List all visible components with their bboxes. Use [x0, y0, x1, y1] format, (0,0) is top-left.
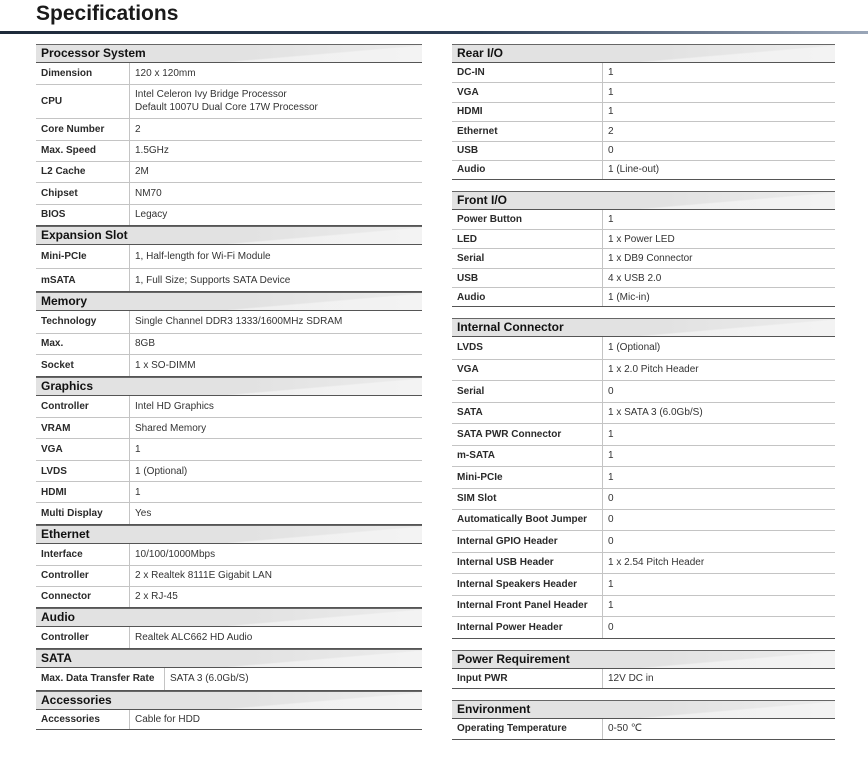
spec-key: VGA	[452, 82, 603, 102]
spec-key: L2 Cache	[36, 161, 130, 182]
spec-key: Internal GPIO Header	[452, 530, 603, 552]
spec-row	[36, 245, 422, 269]
spec-key: Max.	[36, 333, 130, 354]
spec-key: BIOS	[36, 204, 130, 225]
section-header	[36, 226, 422, 245]
spec-key: Audio	[452, 160, 603, 179]
spec-key: Automatically Boot Jumper	[452, 509, 603, 530]
section-title: Power Requirement	[457, 651, 570, 666]
spec-key: Mini-PCIe	[36, 245, 130, 269]
spec-row	[36, 182, 422, 204]
spec-key: Dimension	[36, 63, 130, 84]
spec-row	[452, 269, 835, 288]
section-title: Environment	[457, 702, 531, 716]
spec-key: LVDS	[36, 461, 130, 482]
spec-row	[452, 595, 835, 616]
spec-key: Serial	[452, 249, 603, 269]
spec-value	[603, 488, 836, 509]
spec-row	[452, 102, 835, 121]
spec-key: VRAM	[36, 418, 130, 439]
spec-key: Internal Power Header	[452, 616, 603, 638]
section-header	[36, 649, 422, 668]
spec-value-line: 1	[135, 444, 141, 455]
spec-value-line: 1 x DB9 Connector	[608, 253, 693, 264]
spec-value-line: 1 x Power LED	[608, 233, 675, 245]
spec-value	[603, 573, 836, 595]
spec-value	[603, 552, 836, 573]
spec-row	[36, 269, 422, 292]
spec-row	[36, 311, 422, 333]
spec-row	[36, 627, 422, 649]
spec-key: Serial	[452, 380, 603, 402]
spec-table	[36, 710, 422, 731]
spec-value-line: SATA 3 (6.0Gb/S)	[170, 673, 249, 685]
spec-value	[603, 402, 836, 423]
spec-section	[36, 691, 422, 731]
spec-table	[452, 63, 835, 180]
spec-key: Multi Display	[36, 503, 130, 525]
spec-table	[36, 627, 422, 650]
spec-key: Internal USB Header	[452, 552, 603, 573]
spec-value	[130, 311, 423, 333]
spec-row	[452, 337, 835, 359]
spec-value	[130, 418, 423, 439]
spec-key: DC-IN	[452, 63, 603, 82]
section-header	[36, 691, 422, 710]
spec-row	[452, 669, 835, 689]
spec-key: Connector	[36, 586, 130, 607]
spec-value	[603, 359, 836, 380]
spec-row	[452, 573, 835, 595]
spec-section	[36, 292, 422, 377]
spec-value	[603, 63, 836, 82]
spec-value	[603, 669, 836, 689]
spec-value-line: 10/100/1000Mbps	[135, 548, 216, 560]
section-title: Accessories	[41, 692, 112, 707]
spec-value-line: 1	[608, 600, 614, 611]
spec-value-line: 1 x SATA 3 (6.0Gb/S)	[608, 407, 703, 418]
spec-row	[452, 466, 835, 488]
spec-row	[452, 82, 835, 102]
spec-value-line: Intel HD Graphics	[135, 400, 214, 412]
spec-row	[36, 544, 422, 565]
spec-value-line: 1	[608, 106, 614, 117]
spec-key: VGA	[36, 439, 130, 461]
spec-value-line: 1	[608, 428, 614, 440]
spec-row	[452, 445, 835, 466]
spec-key: mSATA	[36, 269, 130, 292]
spec-key: CPU	[36, 84, 130, 118]
spec-value-line: Intel Celeron Ivy Bridge Processor	[135, 89, 287, 100]
spec-value-line: Single Channel DDR3 1333/1600MHz SDRAM	[135, 316, 343, 328]
spec-row	[452, 719, 835, 739]
spec-value-line: Legacy	[135, 209, 168, 220]
spec-section	[36, 608, 422, 650]
spec-value-line: 0	[608, 514, 614, 525]
spec-key: SATA PWR Connector	[452, 423, 603, 445]
spec-key: HDMI	[36, 482, 130, 503]
spec-key: USB	[452, 269, 603, 288]
spec-row	[36, 503, 422, 525]
spec-value-line: Default 1007U Dual Core 17W Processor	[135, 102, 318, 113]
spec-value	[130, 482, 423, 503]
spec-row	[36, 84, 422, 118]
spec-row	[452, 423, 835, 445]
spec-row	[452, 210, 835, 230]
spec-key: Internal Front Panel Header	[452, 595, 603, 616]
spec-key: Audio	[452, 288, 603, 307]
spec-key: Max. Data Transfer Rate	[36, 668, 165, 690]
spec-table	[36, 245, 422, 293]
spec-value	[603, 509, 836, 530]
spec-value-line: 1	[608, 578, 614, 590]
section-title: Expansion Slot	[41, 227, 128, 242]
spec-value-line: 2M	[135, 166, 149, 177]
section-title: Internal Connector	[457, 320, 564, 334]
spec-value-line: 1, Full Size; Supports SATA Device	[135, 274, 291, 286]
spec-value-line: 1 x SO-DIMM	[135, 359, 196, 371]
spec-row	[36, 140, 422, 161]
spec-value	[130, 586, 423, 607]
section-header	[36, 292, 422, 311]
spec-value	[130, 333, 423, 354]
spec-value	[130, 118, 423, 140]
spec-value	[130, 182, 423, 204]
section-header	[36, 44, 422, 63]
spec-table	[36, 396, 422, 526]
spec-row	[36, 418, 422, 439]
spec-value-line: 1.5GHz	[135, 145, 169, 156]
section-header	[36, 608, 422, 627]
spec-section	[36, 525, 422, 608]
spec-value-line: 0	[608, 493, 614, 504]
spec-row	[36, 396, 422, 418]
spec-value	[603, 141, 836, 160]
section-title: Processor System	[41, 46, 146, 60]
spec-value-line: 1 (Mic-in)	[608, 291, 650, 303]
spec-value-line: 1	[608, 66, 614, 78]
spec-value	[603, 530, 836, 552]
spec-key: Controller	[36, 565, 130, 586]
spec-value	[603, 380, 836, 402]
spec-value-line: 0	[608, 621, 614, 633]
spec-value-line: Shared Memory	[135, 422, 207, 434]
spec-key: Power Button	[452, 210, 603, 230]
spec-key: Operating Temperature	[452, 719, 603, 739]
spec-value	[603, 82, 836, 102]
spec-value-line: 1 (Optional)	[135, 465, 188, 477]
spec-row	[452, 552, 835, 573]
section-title: SATA	[41, 651, 72, 665]
spec-section	[36, 649, 422, 691]
spec-key: Max. Speed	[36, 140, 130, 161]
spec-value-line: 1 x 2.0 Pitch Header	[608, 364, 699, 375]
spec-value-line: NM70	[135, 187, 162, 199]
spec-value	[603, 466, 836, 488]
spec-value-line: 2 x RJ-45	[135, 591, 178, 602]
spec-row	[452, 230, 835, 249]
spec-value-line: 1	[608, 86, 614, 98]
spec-key: LVDS	[452, 337, 603, 359]
spec-key: Controller	[36, 627, 130, 649]
spec-row	[452, 359, 835, 380]
spec-value	[130, 503, 423, 525]
spec-key: Chipset	[36, 182, 130, 204]
spec-value	[130, 269, 423, 292]
spec-value	[603, 288, 836, 307]
spec-key: LED	[452, 230, 603, 249]
spec-row	[36, 461, 422, 482]
spec-row	[452, 530, 835, 552]
spec-value	[130, 439, 423, 461]
spec-row	[36, 118, 422, 140]
spec-row	[452, 288, 835, 307]
spec-key: Controller	[36, 396, 130, 418]
spec-value-line: Yes	[135, 508, 152, 519]
section-header	[452, 318, 835, 337]
spec-row	[452, 509, 835, 530]
spec-key: Technology	[36, 311, 130, 333]
spec-key: USB	[452, 141, 603, 160]
spec-row	[452, 121, 835, 141]
spec-key: SIM Slot	[452, 488, 603, 509]
spec-key: Core Number	[36, 118, 130, 140]
spec-value-line: 2	[608, 125, 614, 137]
spec-row	[36, 586, 422, 607]
spec-value-line: 0	[608, 385, 614, 397]
spec-value	[603, 102, 836, 121]
spec-row	[36, 204, 422, 225]
title-rule	[0, 31, 868, 34]
spec-value	[130, 544, 423, 565]
spec-key: Mini-PCIe	[452, 466, 603, 488]
spec-value	[130, 627, 423, 649]
section-header	[36, 525, 422, 544]
section-header	[452, 44, 835, 63]
spec-table	[452, 719, 835, 740]
spec-row	[36, 439, 422, 461]
spec-section	[452, 650, 835, 690]
spec-value-line: 1 (Optional)	[608, 342, 661, 354]
spec-row	[36, 333, 422, 354]
section-title: Rear I/O	[457, 46, 504, 60]
section-title: Memory	[41, 294, 88, 308]
spec-value	[130, 63, 423, 84]
spec-table	[36, 63, 422, 226]
spec-row	[36, 482, 422, 503]
spec-value-line: 120 x 120mm	[135, 67, 196, 79]
spec-value-line: 0	[608, 145, 614, 156]
spec-value	[130, 161, 423, 182]
spec-key: VGA	[452, 359, 603, 380]
spec-row	[36, 565, 422, 586]
spec-value-line: 1 x 2.54 Pitch Header	[608, 557, 705, 568]
spec-row	[452, 488, 835, 509]
spec-row	[452, 141, 835, 160]
spec-value	[130, 354, 423, 376]
left-column	[36, 44, 422, 730]
spec-value-line: 12V DC in	[608, 672, 654, 684]
spec-value-line: 2 x Realtek 8111E Gigabit LAN	[135, 570, 272, 581]
spec-value	[603, 595, 836, 616]
spec-section	[452, 318, 835, 639]
section-header	[452, 650, 835, 669]
spec-key: SATA	[452, 402, 603, 423]
spec-key: Interface	[36, 544, 130, 565]
section-title: Graphics	[41, 378, 94, 393]
spec-value-line: 1, Half-length for Wi-Fi Module	[135, 250, 271, 262]
spec-key: HDMI	[452, 102, 603, 121]
spec-value	[603, 210, 836, 230]
spec-value-line: Realtek ALC662 HD Audio	[135, 631, 253, 643]
spec-value-line: 1	[608, 213, 614, 225]
spec-row	[452, 160, 835, 179]
spec-row	[36, 668, 422, 690]
spec-value	[603, 249, 836, 269]
spec-value	[130, 204, 423, 225]
spec-value	[603, 423, 836, 445]
spec-value	[603, 230, 836, 249]
spec-value	[130, 710, 423, 730]
spec-row	[452, 402, 835, 423]
spec-section	[36, 377, 422, 526]
spec-value-line: 1	[608, 450, 614, 461]
spec-value-line: 8GB	[135, 338, 156, 349]
spec-value	[603, 337, 836, 359]
spec-table	[452, 669, 835, 690]
spec-table	[452, 210, 835, 308]
spec-row	[452, 616, 835, 638]
spec-section	[452, 44, 835, 180]
spec-value	[603, 616, 836, 638]
spec-table	[36, 668, 422, 691]
spec-value-line: 1	[608, 471, 614, 483]
section-title: Audio	[41, 609, 75, 624]
spec-value	[165, 668, 423, 690]
spec-row	[36, 63, 422, 84]
spec-key: Ethernet	[452, 121, 603, 141]
spec-value	[603, 719, 836, 739]
section-title: Ethernet	[41, 527, 90, 541]
spec-value	[603, 160, 836, 179]
spec-value	[130, 461, 423, 482]
right-column	[452, 44, 835, 740]
spec-value-line: Cable for HDD	[135, 713, 201, 725]
spec-value-line: 4 x USB 2.0	[608, 272, 662, 284]
spec-key: m-SATA	[452, 445, 603, 466]
spec-value-line: 2	[135, 123, 141, 135]
spec-value	[130, 565, 423, 586]
spec-value	[130, 84, 423, 118]
spec-section	[452, 191, 835, 308]
spec-row	[36, 710, 422, 730]
spec-section	[452, 700, 835, 740]
spec-row	[452, 63, 835, 82]
spec-row	[452, 249, 835, 269]
spec-value	[603, 121, 836, 141]
spec-value	[130, 140, 423, 161]
spec-value-line: 1 (Line-out)	[608, 164, 660, 175]
spec-table	[452, 337, 835, 639]
spec-key: Socket	[36, 354, 130, 376]
section-header	[452, 700, 835, 719]
section-header	[36, 377, 422, 396]
spec-value-line: 1	[135, 486, 141, 498]
spec-key: Accessories	[36, 710, 130, 730]
spec-table	[36, 311, 422, 377]
spec-value	[130, 245, 423, 269]
spec-value	[603, 445, 836, 466]
spec-value	[130, 396, 423, 418]
spec-row	[36, 354, 422, 376]
spec-value-line: 0	[608, 535, 614, 547]
spec-section	[36, 226, 422, 293]
section-title: Front I/O	[457, 192, 507, 207]
spec-value-line: 0-50 ℃	[608, 723, 643, 735]
section-header	[452, 191, 835, 210]
spec-value	[603, 269, 836, 288]
spec-key: Internal Speakers Header	[452, 573, 603, 595]
spec-section	[36, 44, 422, 226]
spec-row	[452, 380, 835, 402]
spec-key: Input PWR	[452, 669, 603, 689]
spec-row	[36, 161, 422, 182]
page-title: Specifications	[36, 2, 179, 25]
spec-table	[36, 544, 422, 608]
